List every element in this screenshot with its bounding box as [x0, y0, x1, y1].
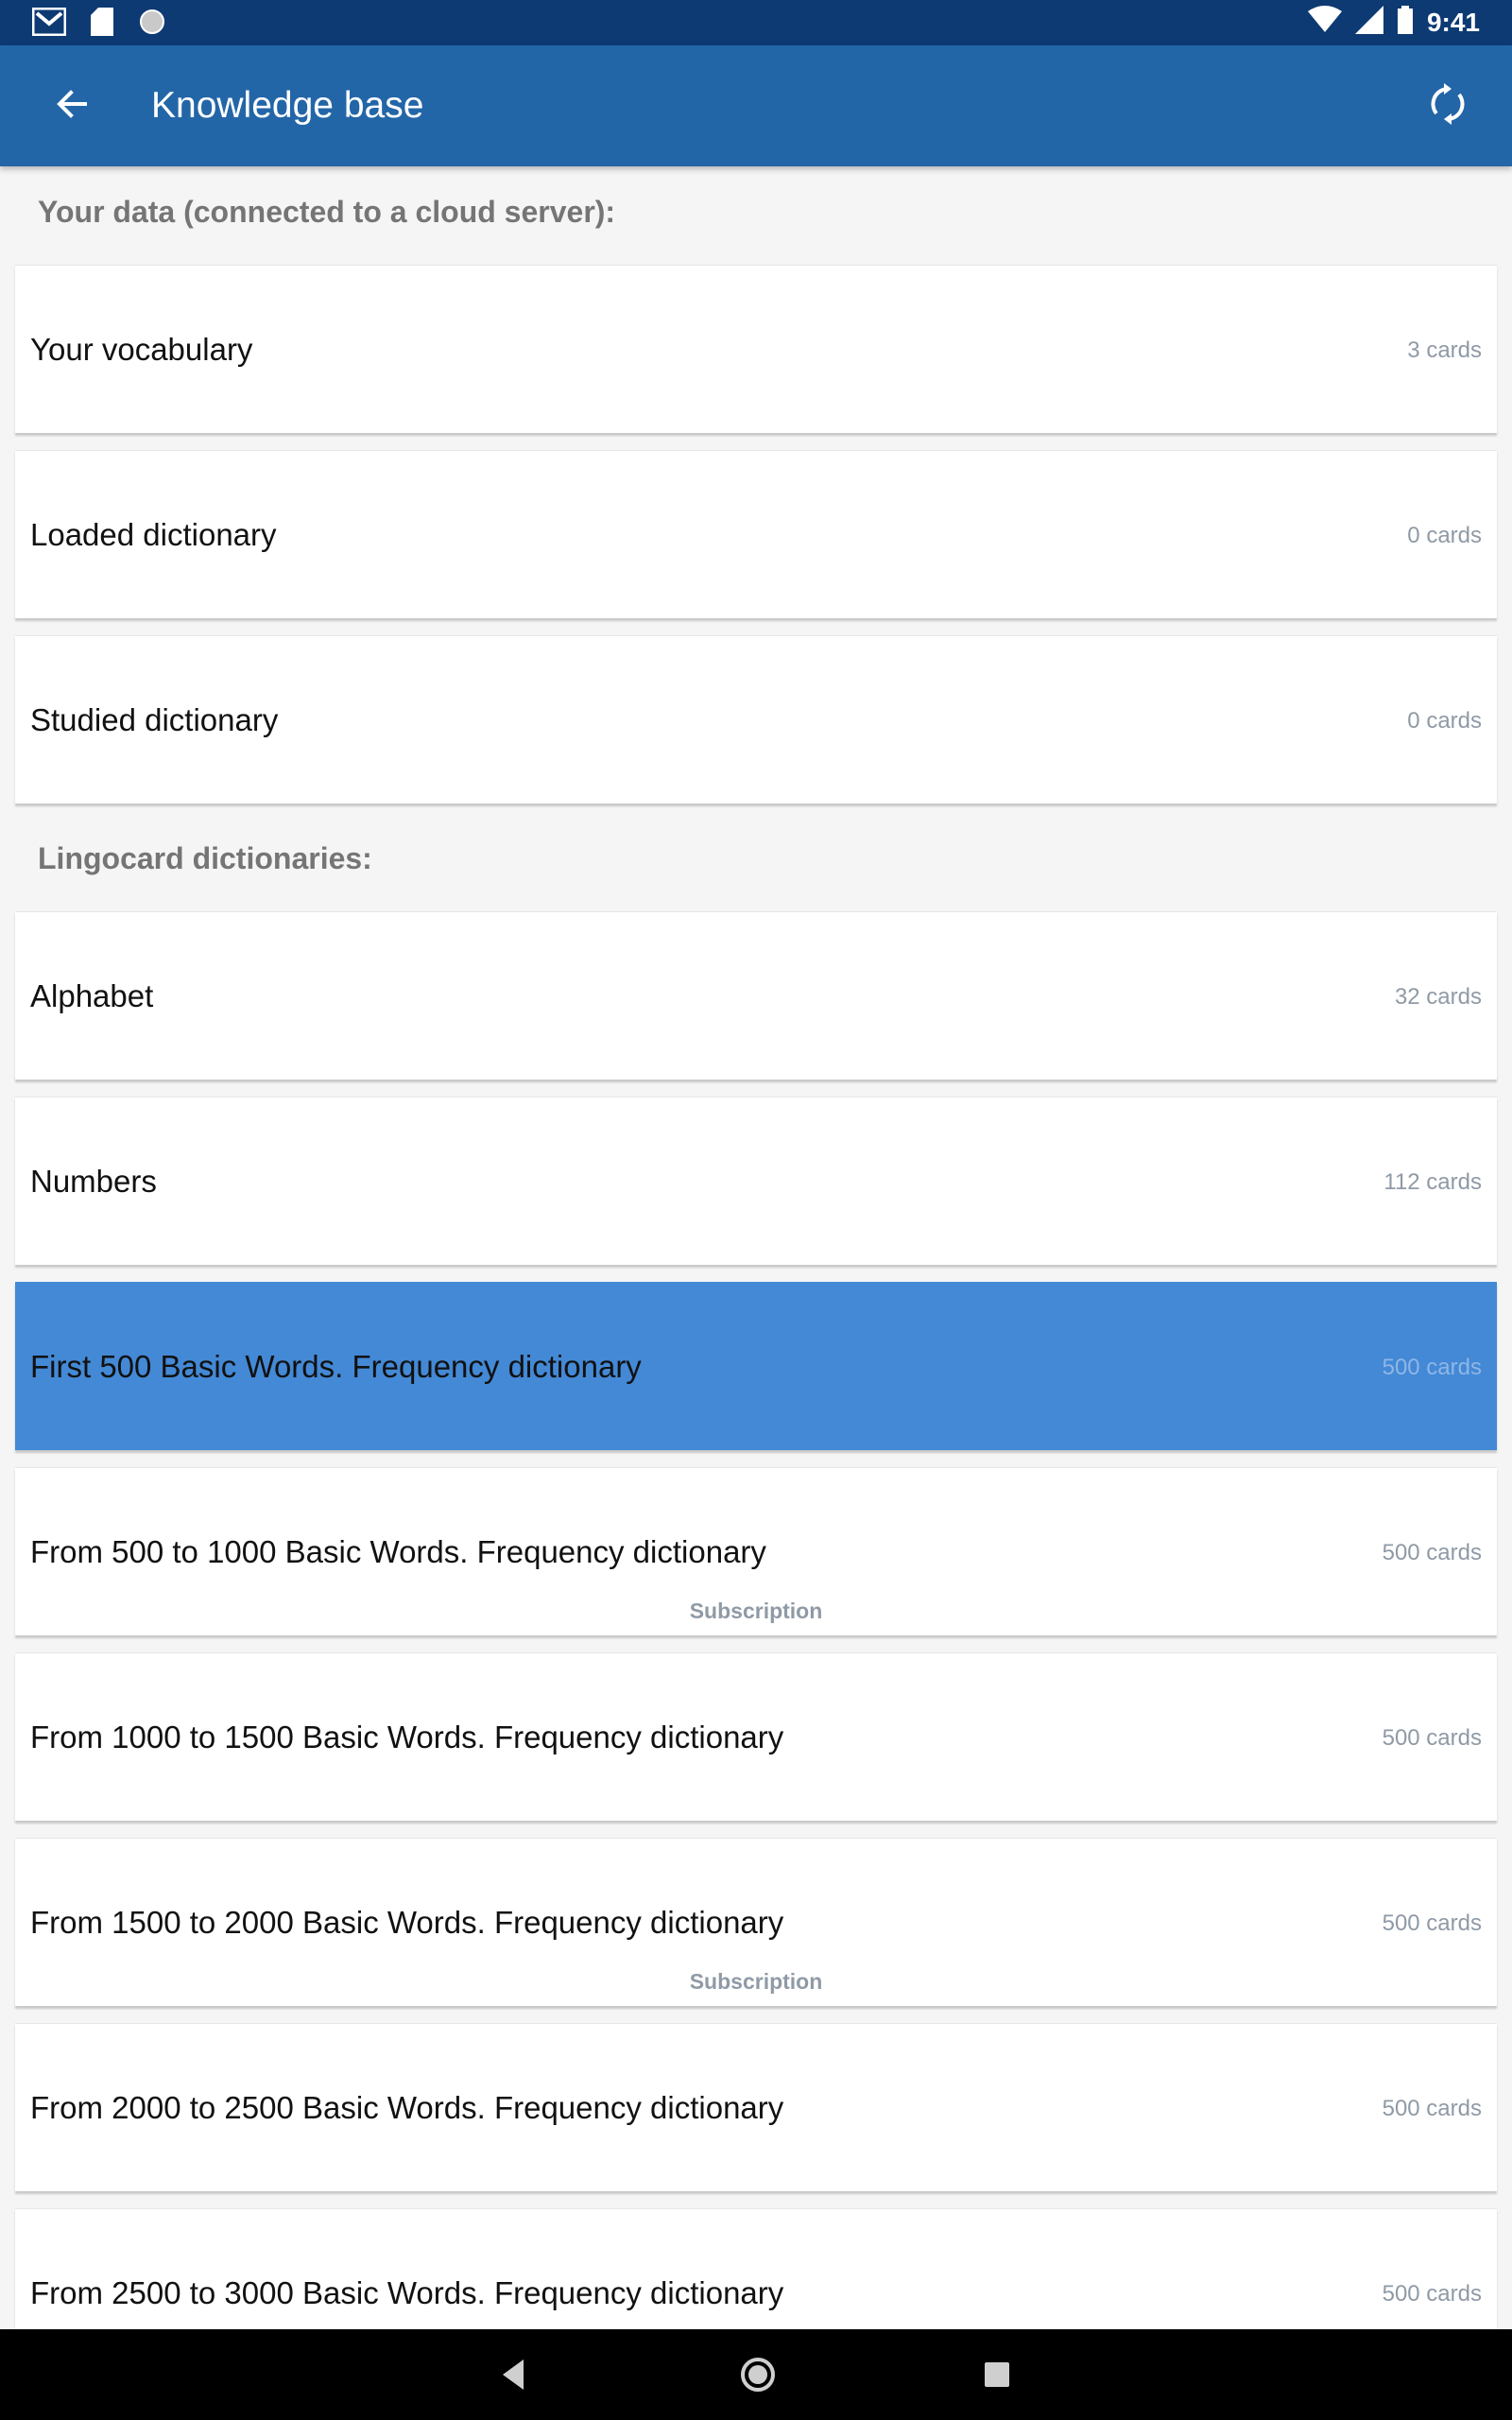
- list-item-2000-2500-words[interactable]: [15, 2023, 1497, 2191]
- list-item-count: 500 cards: [1382, 2281, 1482, 2307]
- app-bar: [0, 45, 1512, 166]
- status-bar: [0, 0, 1512, 45]
- navigation-bar: [0, 2329, 1512, 2420]
- list-item-title: Alphabet: [30, 978, 154, 1013]
- nav-recents-icon[interactable]: [985, 2362, 1009, 2387]
- content-list: [0, 166, 1512, 2329]
- list-item-title: From 1500 to 2000 Basic Words. Frequency dictionary: [30, 1905, 784, 1940]
- back-button[interactable]: [45, 79, 98, 132]
- list-item-title: Your vocabulary: [30, 332, 253, 367]
- list-item-title: First 500 Basic Words. Frequency dictionary: [30, 1349, 642, 1384]
- sync-button[interactable]: [1419, 78, 1476, 134]
- battery-icon: [1397, 6, 1414, 39]
- list-item-count: 112 cards: [1383, 1169, 1482, 1195]
- list-item-alphabet[interactable]: [15, 911, 1497, 1080]
- list-item-title: From 2000 to 2500 Basic Words. Frequency dictionary: [30, 2090, 784, 2125]
- list-item-count: 0 cards: [1407, 708, 1482, 734]
- list-item-count: 500 cards: [1382, 2096, 1482, 2121]
- list-item-1500-2000-words[interactable]: [15, 1838, 1497, 2006]
- nav-back-icon[interactable]: [499, 2356, 527, 2398]
- list-item-your-vocabulary[interactable]: [15, 265, 1497, 433]
- section-header-your-data: Your data (connected to a cloud server):: [38, 195, 616, 229]
- list-item-count: 500 cards: [1382, 1355, 1482, 1380]
- arrow-left-icon: [55, 87, 89, 126]
- list-item-count: 500 cards: [1382, 1725, 1482, 1751]
- list-item-title: From 1000 to 1500 Basic Words. Frequency dictionary: [30, 1720, 784, 1754]
- sd-card-icon: [91, 8, 113, 41]
- circle-icon: [138, 8, 166, 41]
- list-item-title: Numbers: [30, 1164, 157, 1199]
- page-title: Knowledge base: [151, 85, 424, 126]
- list-item-count: 500 cards: [1382, 1910, 1482, 1936]
- list-item-first-500-words[interactable]: [15, 1282, 1497, 1450]
- status-time: 9:41: [1426, 7, 1480, 37]
- signal-icon: [1355, 6, 1383, 39]
- subscription-badge: Subscription: [689, 1969, 823, 1994]
- list-item-2500-3000-words[interactable]: [15, 2208, 1497, 2329]
- list-item-numbers[interactable]: [15, 1097, 1497, 1265]
- list-item-loaded-dictionary[interactable]: [15, 450, 1497, 618]
- section-header-lingocard: Lingocard dictionaries:: [38, 841, 372, 875]
- list-item-count: 32 cards: [1394, 984, 1482, 1010]
- sync-icon: [1429, 83, 1467, 130]
- list-item-1000-1500-words[interactable]: [15, 1652, 1497, 1821]
- list-item-title: Loaded dictionary: [30, 517, 277, 552]
- list-item-count: 3 cards: [1407, 337, 1482, 363]
- subscription-badge: Subscription: [689, 1599, 823, 1623]
- list-item-500-1000-words[interactable]: [15, 1467, 1497, 1635]
- list-item-count: 500 cards: [1382, 1540, 1482, 1565]
- nav-home-icon[interactable]: [739, 2356, 777, 2398]
- list-item-title: From 500 to 1000 Basic Words. Frequency dictionary: [30, 1534, 766, 1569]
- gmail-icon: [32, 8, 66, 41]
- list-item-count: 0 cards: [1407, 523, 1482, 548]
- wifi-icon: [1308, 6, 1342, 39]
- list-item-title: Studied dictionary: [30, 702, 279, 737]
- list-item-studied-dictionary[interactable]: [15, 635, 1497, 804]
- list-item-title: From 2500 to 3000 Basic Words. Frequency dictionary: [30, 2275, 784, 2310]
